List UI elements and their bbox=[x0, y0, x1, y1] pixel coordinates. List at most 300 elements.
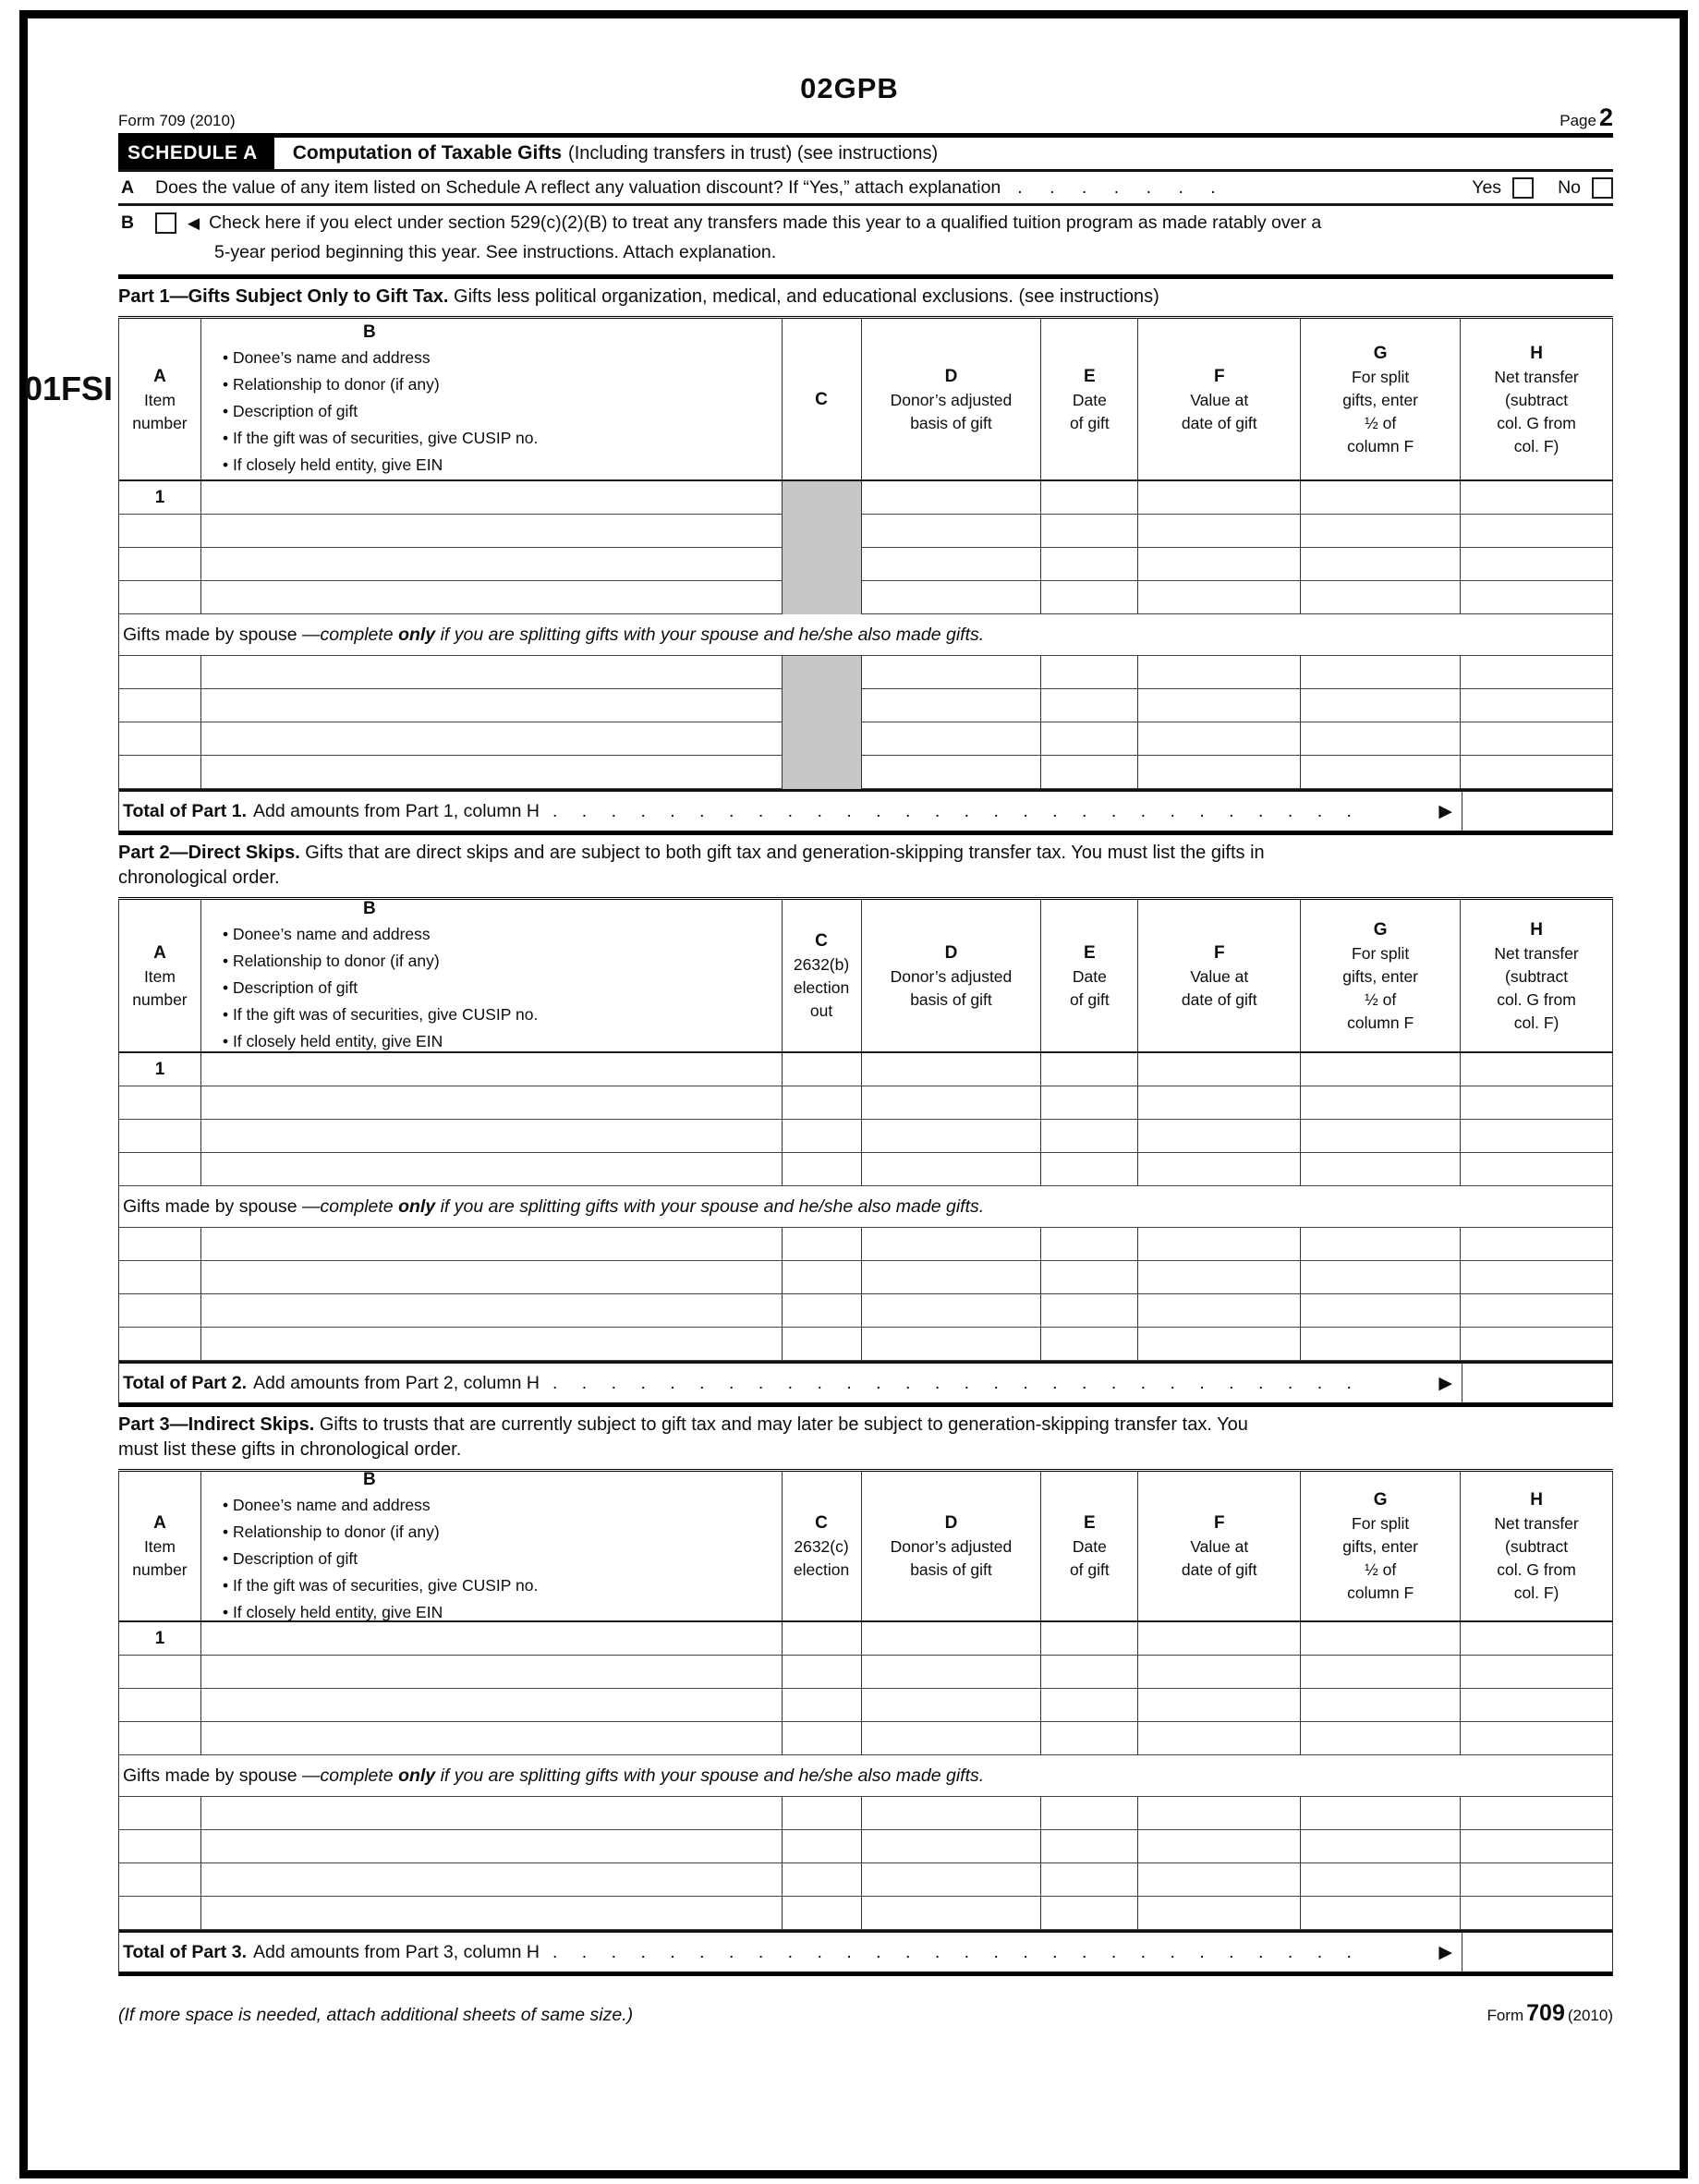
entry-cell[interactable] bbox=[119, 515, 201, 548]
entry-cell[interactable] bbox=[1041, 656, 1138, 689]
entry-cell[interactable] bbox=[1138, 656, 1301, 689]
entry-cell[interactable] bbox=[862, 1261, 1042, 1294]
column-e-header: E Date of gift bbox=[1041, 900, 1138, 1051]
entry-cell[interactable] bbox=[1461, 1228, 1612, 1261]
column-b-header: B • Donee’s name and address • Relationship to donor (if any) • Description of gift • If the gift was of securities, give CUSIP no. • If closely held entity, give EIN bbox=[201, 1472, 783, 1620]
entry-cell[interactable] bbox=[1041, 581, 1138, 614]
entry-cell[interactable] bbox=[1138, 689, 1301, 722]
form-reference: Form 709 (2010) bbox=[118, 112, 236, 129]
page-number: Page 2 bbox=[1559, 103, 1613, 131]
entry-cell[interactable] bbox=[1041, 515, 1138, 548]
gift-entry-row bbox=[119, 1228, 1612, 1261]
entry-cell[interactable] bbox=[201, 1228, 783, 1261]
entry-cell[interactable] bbox=[1301, 1863, 1461, 1897]
entry-cell[interactable] bbox=[201, 756, 783, 789]
entry-cell[interactable] bbox=[201, 1328, 783, 1361]
entry-cell[interactable] bbox=[783, 1689, 862, 1722]
gift-entry-row bbox=[119, 1797, 1612, 1830]
entry-cell[interactable] bbox=[1301, 656, 1461, 689]
form-reference-row bbox=[118, 103, 1613, 133]
schedule-a-header-bar bbox=[118, 133, 1613, 172]
item-number-cell: 1 bbox=[119, 1053, 201, 1086]
entry-cell[interactable] bbox=[1461, 1722, 1612, 1755]
entry-cell[interactable] bbox=[1461, 656, 1612, 689]
column-c-header: C bbox=[783, 319, 862, 479]
entry-cell[interactable] bbox=[783, 1797, 862, 1830]
section-529-election-checkbox[interactable] bbox=[155, 212, 176, 234]
column-h-header: H Net transfer (subtract col. G from col. F) bbox=[1494, 1490, 1579, 1602]
part-3-section bbox=[118, 1407, 1613, 1976]
gift-entry-row bbox=[119, 481, 1612, 515]
entry-cell[interactable] bbox=[201, 581, 783, 614]
entry-cell[interactable] bbox=[119, 1863, 201, 1897]
entry-cell[interactable] bbox=[1461, 1120, 1612, 1153]
entry-cell[interactable] bbox=[783, 656, 862, 689]
election-b-row bbox=[118, 206, 1613, 279]
part-3-gift-rows bbox=[119, 1622, 1612, 1755]
total-amount-cell[interactable] bbox=[1462, 1364, 1612, 1402]
part-2-title: Part 2—Direct Skips. Gifts that are direct skips and are subject to both gift tax and generation-skipping transfer tax. You must list the gifts in chronological order. bbox=[118, 835, 1613, 900]
gift-entry-row bbox=[119, 581, 1612, 614]
gift-entry-row bbox=[119, 1656, 1612, 1689]
right-arrow-icon: ▶ bbox=[1438, 801, 1452, 821]
no-checkbox[interactable] bbox=[1592, 177, 1613, 199]
entry-cell[interactable] bbox=[201, 722, 783, 756]
schedule-a-title: Computation of Taxable Gifts (Including transfers in trust) (see instructions) bbox=[292, 142, 939, 164]
entry-cell[interactable] bbox=[119, 1830, 201, 1863]
dot-leader: . . . . . . . . . . . . . . . . . . . . . . . . . . . . bbox=[552, 800, 1352, 821]
entry-cell[interactable] bbox=[1041, 689, 1138, 722]
column-g-header: G For split gifts, enter ½ of column F bbox=[1301, 1472, 1461, 1620]
question-a-letter: A bbox=[121, 176, 135, 198]
election-b-letter: B bbox=[121, 212, 135, 233]
entry-cell[interactable] bbox=[862, 1897, 1042, 1930]
question-a-row bbox=[118, 172, 1613, 206]
entry-cell[interactable] bbox=[862, 581, 1042, 614]
entry-cell[interactable] bbox=[201, 1086, 783, 1120]
total-amount-cell[interactable] bbox=[1462, 1933, 1612, 1972]
part-2-section bbox=[118, 835, 1613, 1407]
entry-cell[interactable] bbox=[1138, 1153, 1301, 1186]
entry-cell[interactable] bbox=[862, 1120, 1042, 1153]
entry-cell[interactable] bbox=[783, 548, 862, 581]
entry-cell[interactable] bbox=[1138, 1656, 1301, 1689]
column-e-header: E Date of gift bbox=[1041, 1472, 1138, 1620]
column-d-header: D Donor’s adjusted basis of gift bbox=[862, 319, 1042, 479]
entry-cell[interactable] bbox=[1301, 1328, 1461, 1361]
entry-cell[interactable] bbox=[783, 1228, 862, 1261]
part-1-column-headers bbox=[119, 319, 1612, 481]
part-1-table bbox=[118, 319, 1613, 835]
entry-cell[interactable] bbox=[1041, 1622, 1138, 1656]
entry-cell[interactable] bbox=[1041, 1897, 1138, 1930]
column-c-header: C 2632(c) election bbox=[783, 1472, 862, 1620]
entry-cell[interactable] bbox=[1041, 1261, 1138, 1294]
entry-cell[interactable] bbox=[1138, 1294, 1301, 1328]
entry-cell[interactable] bbox=[119, 1689, 201, 1722]
column-d-header: D Donor’s adjusted basis of gift bbox=[862, 900, 1042, 1051]
column-h-header: H Net transfer (subtract col. G from col. F) bbox=[1494, 343, 1579, 455]
gift-entry-row bbox=[119, 1294, 1612, 1328]
entry-cell[interactable] bbox=[1138, 1228, 1301, 1261]
dot-leader: . . . . . . . bbox=[1017, 176, 1216, 198]
entry-cell[interactable] bbox=[862, 1656, 1042, 1689]
entry-cell[interactable] bbox=[862, 1863, 1042, 1897]
column-a-header: A Item number bbox=[119, 900, 201, 1051]
column-f-header: F Value at date of gift bbox=[1138, 319, 1301, 479]
dot-leader: . . . . . . . . . . . . . . . . . . . . . . . . . . . . bbox=[552, 1941, 1352, 1962]
entry-cell[interactable] bbox=[862, 1722, 1042, 1755]
election-b-text-line2: 5-year period beginning this year. See instructions. Attach explanation. bbox=[214, 242, 777, 262]
entry-cell[interactable] bbox=[783, 1722, 862, 1755]
entry-cell[interactable] bbox=[1461, 581, 1612, 614]
gift-entry-row bbox=[119, 1053, 1612, 1086]
entry-cell[interactable] bbox=[201, 481, 783, 515]
column-e-header: E Date of gift bbox=[1041, 319, 1138, 479]
entry-cell[interactable] bbox=[1461, 1086, 1612, 1120]
gift-entry-row bbox=[119, 656, 1612, 689]
gift-entry-row bbox=[119, 689, 1612, 722]
right-arrow-icon: ▶ bbox=[1438, 1373, 1452, 1393]
entry-cell[interactable] bbox=[201, 1120, 783, 1153]
entry-cell[interactable] bbox=[119, 1797, 201, 1830]
column-g-header: G For split gifts, enter ½ of column F bbox=[1301, 900, 1461, 1051]
part-3-table bbox=[118, 1469, 1613, 1976]
entry-cell[interactable] bbox=[783, 1863, 862, 1897]
election-b-text-line1: Check here if you elect under section 529(c)(2)(B) to treat any transfers made this year to a qualified tuition program as made ratably over a bbox=[209, 212, 1322, 233]
part-1-title: Part 1—Gifts Subject Only to Gift Tax. Gifts less political organization, medical, and educational exclusions. (see instructions) bbox=[118, 279, 1613, 319]
entry-cell[interactable] bbox=[1461, 1294, 1612, 1328]
part-3-total-row: Total of Part 3. Add amounts from Part 3, column H . . . . . . . . . . . . . . . . . . . . . . . . . . . . ▶ bbox=[119, 1930, 1612, 1976]
entry-cell[interactable] bbox=[1461, 1656, 1612, 1689]
entry-cell[interactable] bbox=[783, 1328, 862, 1361]
entry-cell[interactable] bbox=[1461, 1261, 1612, 1294]
entry-cell[interactable] bbox=[119, 1153, 201, 1186]
entry-cell[interactable] bbox=[201, 515, 783, 548]
part-2-column-headers bbox=[119, 900, 1612, 1053]
entry-cell[interactable] bbox=[783, 1261, 862, 1294]
part-3-title: Part 3—Indirect Skips. Gifts to trusts that are currently subject to gift tax and may later be subject to generation-skipping transfer tax. You must list these gifts in chronological order. bbox=[118, 1407, 1613, 1472]
entry-cell[interactable] bbox=[119, 548, 201, 581]
column-b-header: B • Donee’s name and address • Relationship to donor (if any) • Description of gift • If the gift was of securities, give CUSIP no. • If closely held entity, give EIN bbox=[201, 319, 783, 479]
entry-cell[interactable] bbox=[1301, 1228, 1461, 1261]
entry-cell[interactable] bbox=[119, 1722, 201, 1755]
gift-entry-row bbox=[119, 548, 1612, 581]
entry-cell[interactable] bbox=[783, 722, 862, 756]
entry-cell[interactable] bbox=[862, 1053, 1042, 1086]
gift-entry-row bbox=[119, 1622, 1612, 1656]
entry-cell[interactable] bbox=[1138, 581, 1301, 614]
part-2-gift-rows bbox=[119, 1053, 1612, 1186]
more-space-note: (If more space is needed, attach additional sheets of same size.) bbox=[118, 2005, 634, 2025]
entry-cell[interactable] bbox=[1301, 1294, 1461, 1328]
part-1-gift-rows bbox=[119, 481, 1612, 614]
entry-cell[interactable] bbox=[783, 689, 862, 722]
entry-cell[interactable] bbox=[119, 656, 201, 689]
entry-cell[interactable] bbox=[119, 756, 201, 789]
spouse-gifts-note: Gifts made by spouse —complete only if you are splitting gifts with your spouse and he/she also made gifts. bbox=[119, 614, 1612, 656]
entry-cell[interactable] bbox=[1138, 1120, 1301, 1153]
entry-cell[interactable] bbox=[783, 1153, 862, 1186]
entry-cell[interactable] bbox=[119, 1656, 201, 1689]
entry-cell[interactable] bbox=[201, 1689, 783, 1722]
footer-form-reference: Form 709 (2010) bbox=[1487, 2000, 1613, 2026]
entry-cell[interactable] bbox=[1461, 756, 1612, 789]
part-3-column-headers bbox=[119, 1469, 1612, 1622]
entry-cell[interactable] bbox=[783, 756, 862, 789]
top-watermark-code: 02GPB bbox=[800, 72, 899, 104]
entry-cell[interactable] bbox=[1301, 515, 1461, 548]
schedule-a-label: SCHEDULE A bbox=[118, 138, 274, 169]
entry-cell[interactable] bbox=[1461, 548, 1612, 581]
column-g-header: G For split gifts, enter ½ of column F bbox=[1301, 319, 1461, 479]
right-arrow-icon: ▶ bbox=[1438, 1942, 1452, 1962]
gift-entry-row bbox=[119, 1863, 1612, 1897]
column-h-header: H Net transfer (subtract col. G from col. F) bbox=[1494, 919, 1579, 1032]
entry-cell[interactable] bbox=[1461, 722, 1612, 756]
entry-cell[interactable] bbox=[1041, 1153, 1138, 1186]
entry-cell[interactable] bbox=[1138, 1830, 1301, 1863]
entry-cell[interactable] bbox=[1041, 1797, 1138, 1830]
entry-cell[interactable] bbox=[1301, 1830, 1461, 1863]
no-label: No bbox=[1558, 176, 1581, 198]
entry-cell[interactable] bbox=[1138, 1897, 1301, 1930]
entry-cell[interactable] bbox=[1138, 1797, 1301, 1830]
part-2-spouse-rows bbox=[119, 1228, 1612, 1361]
entry-cell[interactable] bbox=[783, 1656, 862, 1689]
entry-cell[interactable] bbox=[201, 1153, 783, 1186]
left-margin-code: 01FSI bbox=[24, 370, 114, 407]
entry-cell[interactable] bbox=[201, 1830, 783, 1863]
entry-cell[interactable] bbox=[1301, 1120, 1461, 1153]
yes-checkbox[interactable] bbox=[1512, 177, 1534, 199]
entry-cell[interactable] bbox=[1138, 548, 1301, 581]
entry-cell[interactable] bbox=[862, 1294, 1042, 1328]
question-a-text: Does the value of any item listed on Schedule A reflect any valuation discount? If “Yes,” attach explanation bbox=[155, 176, 1001, 198]
entry-cell[interactable] bbox=[1041, 1228, 1138, 1261]
entry-cell[interactable] bbox=[1301, 1086, 1461, 1120]
entry-cell[interactable] bbox=[1138, 756, 1301, 789]
entry-cell[interactable] bbox=[1301, 1053, 1461, 1086]
entry-cell[interactable] bbox=[201, 1656, 783, 1689]
entry-cell[interactable] bbox=[783, 1086, 862, 1120]
entry-cell[interactable] bbox=[862, 1689, 1042, 1722]
yes-label: Yes bbox=[1472, 176, 1502, 198]
entry-cell[interactable] bbox=[862, 722, 1042, 756]
entry-cell[interactable] bbox=[119, 1228, 201, 1261]
entry-cell[interactable] bbox=[862, 1086, 1042, 1120]
spouse-gifts-note: Gifts made by spouse —complete only if you are splitting gifts with your spouse and he/she also made gifts. bbox=[119, 1186, 1612, 1228]
entry-cell[interactable] bbox=[119, 1120, 201, 1153]
entry-cell[interactable] bbox=[1041, 1120, 1138, 1153]
entry-cell[interactable] bbox=[1041, 722, 1138, 756]
dot-leader: . . . . . . . . . . . . . . . . . . . . . . . . . . . . bbox=[552, 1372, 1352, 1393]
entry-cell[interactable] bbox=[1461, 515, 1612, 548]
column-a-header: A Item number bbox=[119, 1472, 201, 1620]
entry-cell[interactable] bbox=[783, 1897, 862, 1930]
entry-cell[interactable] bbox=[1301, 689, 1461, 722]
entry-cell[interactable] bbox=[1041, 756, 1138, 789]
entry-cell[interactable] bbox=[862, 689, 1042, 722]
entry-cell[interactable] bbox=[201, 1722, 783, 1755]
entry-cell[interactable] bbox=[1461, 1863, 1612, 1897]
left-arrow-icon: ◀ bbox=[188, 213, 200, 232]
part-1-section bbox=[118, 279, 1613, 835]
entry-cell[interactable] bbox=[862, 1228, 1042, 1261]
part-1-total-row: Total of Part 1. Add amounts from Part 1, column H . . . . . . . . . . . . . . . . . . . . . . . . . . . . ▶ bbox=[119, 789, 1612, 835]
entry-cell[interactable] bbox=[1301, 1656, 1461, 1689]
column-c-header: C 2632(b) election out bbox=[783, 900, 862, 1051]
form-content bbox=[118, 0, 1613, 2027]
entry-cell[interactable] bbox=[1041, 548, 1138, 581]
gift-entry-row bbox=[119, 1261, 1612, 1294]
entry-cell[interactable] bbox=[1461, 1897, 1612, 1930]
entry-cell[interactable] bbox=[1461, 481, 1612, 515]
entry-cell[interactable] bbox=[1138, 1086, 1301, 1120]
column-b-header: B • Donee’s name and address • Relationship to donor (if any) • Description of gift • If the gift was of securities, give CUSIP no. • If closely held entity, give EIN bbox=[201, 900, 783, 1051]
gift-entry-row bbox=[119, 515, 1612, 548]
entry-cell[interactable] bbox=[1461, 1689, 1612, 1722]
entry-cell[interactable] bbox=[119, 1328, 201, 1361]
gift-entry-row bbox=[119, 722, 1612, 756]
entry-cell[interactable] bbox=[1301, 581, 1461, 614]
entry-cell[interactable] bbox=[1461, 1053, 1612, 1086]
entry-cell[interactable] bbox=[1041, 481, 1138, 515]
item-number-cell: 1 bbox=[119, 481, 201, 515]
gift-entry-row bbox=[119, 1722, 1612, 1755]
entry-cell[interactable] bbox=[1138, 1053, 1301, 1086]
gift-entry-row bbox=[119, 1328, 1612, 1361]
spouse-gifts-note: Gifts made by spouse —complete only if you are splitting gifts with your spouse and he/she also made gifts. bbox=[119, 1755, 1612, 1797]
entry-cell[interactable] bbox=[1138, 722, 1301, 756]
entry-cell[interactable] bbox=[862, 656, 1042, 689]
page-footer bbox=[118, 2000, 1613, 2027]
entry-cell[interactable] bbox=[1301, 1722, 1461, 1755]
entry-cell[interactable] bbox=[1138, 1689, 1301, 1722]
entry-cell[interactable] bbox=[1301, 481, 1461, 515]
entry-cell[interactable] bbox=[1138, 1863, 1301, 1897]
part-2-total-row: Total of Part 2. Add amounts from Part 2, column H . . . . . . . . . . . . . . . . . . . . . . . . . . . . ▶ bbox=[119, 1361, 1612, 1407]
entry-cell[interactable] bbox=[862, 481, 1042, 515]
entry-cell[interactable] bbox=[1301, 548, 1461, 581]
entry-cell[interactable] bbox=[1301, 1689, 1461, 1722]
entry-cell[interactable] bbox=[783, 1294, 862, 1328]
entry-cell[interactable] bbox=[119, 581, 201, 614]
column-d-header: D Donor’s adjusted basis of gift bbox=[862, 1472, 1042, 1620]
entry-cell[interactable] bbox=[201, 1622, 783, 1656]
entry-cell[interactable] bbox=[119, 1086, 201, 1120]
entry-cell[interactable] bbox=[1041, 1689, 1138, 1722]
entry-cell[interactable] bbox=[862, 1830, 1042, 1863]
entry-cell[interactable] bbox=[1461, 1622, 1612, 1656]
entry-cell[interactable] bbox=[783, 1622, 862, 1656]
entry-cell[interactable] bbox=[1301, 1622, 1461, 1656]
gift-entry-row bbox=[119, 1153, 1612, 1186]
entry-cell[interactable] bbox=[1041, 1086, 1138, 1120]
entry-cell[interactable] bbox=[119, 689, 201, 722]
total-amount-cell[interactable] bbox=[1462, 792, 1612, 831]
entry-cell[interactable] bbox=[862, 1328, 1042, 1361]
gift-entry-row bbox=[119, 756, 1612, 789]
entry-cell[interactable] bbox=[1138, 1722, 1301, 1755]
entry-cell[interactable] bbox=[783, 581, 862, 614]
entry-cell[interactable] bbox=[1138, 1622, 1301, 1656]
entry-cell[interactable] bbox=[1301, 1797, 1461, 1830]
part-3-spouse-rows bbox=[119, 1797, 1612, 1930]
entry-cell[interactable] bbox=[862, 1797, 1042, 1830]
entry-cell[interactable] bbox=[783, 515, 862, 548]
entry-cell[interactable] bbox=[1461, 689, 1612, 722]
entry-cell[interactable] bbox=[862, 1153, 1042, 1186]
entry-cell[interactable] bbox=[1301, 1897, 1461, 1930]
entry-cell[interactable] bbox=[119, 722, 201, 756]
item-number-cell: 1 bbox=[119, 1622, 201, 1656]
entry-cell[interactable] bbox=[201, 1261, 783, 1294]
entry-cell[interactable] bbox=[201, 1797, 783, 1830]
entry-cell[interactable] bbox=[201, 689, 783, 722]
entry-cell[interactable] bbox=[1041, 1294, 1138, 1328]
entry-cell[interactable] bbox=[1041, 1722, 1138, 1755]
entry-cell[interactable] bbox=[862, 548, 1042, 581]
entry-cell[interactable] bbox=[783, 1830, 862, 1863]
entry-cell[interactable] bbox=[119, 1294, 201, 1328]
entry-cell[interactable] bbox=[201, 548, 783, 581]
entry-cell[interactable] bbox=[783, 1053, 862, 1086]
entry-cell[interactable] bbox=[201, 1897, 783, 1930]
column-f-header: F Value at date of gift bbox=[1138, 900, 1301, 1051]
entry-cell[interactable] bbox=[1301, 722, 1461, 756]
entry-cell[interactable] bbox=[862, 515, 1042, 548]
column-f-header: F Value at date of gift bbox=[1138, 1472, 1301, 1620]
entry-cell[interactable] bbox=[1041, 1830, 1138, 1863]
entry-cell[interactable] bbox=[862, 1622, 1042, 1656]
entry-cell[interactable] bbox=[119, 1261, 201, 1294]
entry-cell[interactable] bbox=[201, 656, 783, 689]
entry-cell[interactable] bbox=[1301, 756, 1461, 789]
gift-entry-row bbox=[119, 1689, 1612, 1722]
part-1-spouse-rows bbox=[119, 656, 1612, 789]
entry-cell[interactable] bbox=[119, 1897, 201, 1930]
entry-cell[interactable] bbox=[1461, 1153, 1612, 1186]
entry-cell[interactable] bbox=[1461, 1797, 1612, 1830]
yes-no-group bbox=[1472, 177, 1613, 199]
entry-cell[interactable] bbox=[1138, 481, 1301, 515]
entry-cell[interactable] bbox=[201, 1863, 783, 1897]
entry-cell[interactable] bbox=[1041, 1863, 1138, 1897]
entry-cell[interactable] bbox=[1041, 1053, 1138, 1086]
entry-cell[interactable] bbox=[1138, 515, 1301, 548]
entry-cell[interactable] bbox=[1138, 1328, 1301, 1361]
entry-cell[interactable] bbox=[1301, 1153, 1461, 1186]
entry-cell[interactable] bbox=[201, 1294, 783, 1328]
entry-cell[interactable] bbox=[862, 756, 1042, 789]
entry-cell[interactable] bbox=[1041, 1328, 1138, 1361]
entry-cell[interactable] bbox=[1041, 1656, 1138, 1689]
gift-entry-row bbox=[119, 1086, 1612, 1120]
part-2-table bbox=[118, 900, 1613, 1407]
gift-entry-row bbox=[119, 1830, 1612, 1863]
entry-cell[interactable] bbox=[201, 1053, 783, 1086]
gift-entry-row bbox=[119, 1120, 1612, 1153]
entry-cell[interactable] bbox=[1461, 1328, 1612, 1361]
gift-entry-row bbox=[119, 1897, 1612, 1930]
entry-cell[interactable] bbox=[783, 1120, 862, 1153]
column-a-header: A Item number bbox=[119, 319, 201, 479]
entry-cell[interactable] bbox=[783, 481, 862, 515]
entry-cell[interactable] bbox=[1138, 1261, 1301, 1294]
entry-cell[interactable] bbox=[1461, 1830, 1612, 1863]
entry-cell[interactable] bbox=[1301, 1261, 1461, 1294]
